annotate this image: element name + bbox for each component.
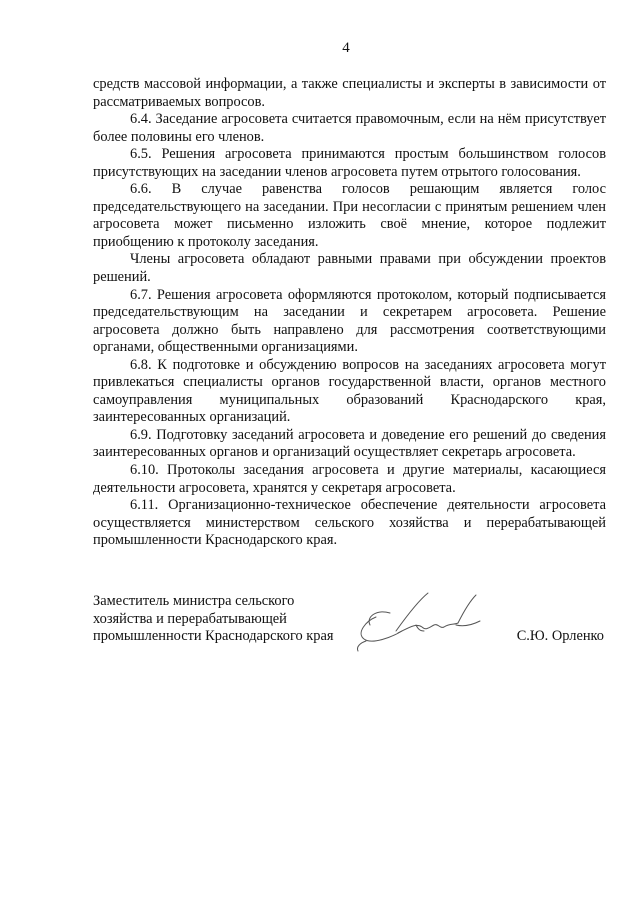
paragraph: 6.6. В случае равенства голосов решающим является голос председательствующего на заседании. При несогласии с принятым решением член агросовета может письменно изложить своё мнение, которое подлежит приобщению к протоколу заседания.: [93, 181, 606, 250]
signatory-title: [93, 593, 334, 646]
paragraph: средств массовой информации, а также специалисты и эксперты в зависимости от рассматриваемых вопросов.: [93, 76, 606, 110]
page-number: 4: [342, 40, 350, 56]
document-body: [93, 76, 606, 550]
paragraph: Члены агросовета обладают равными правами при обсуждении проектов решений.: [93, 251, 606, 286]
paragraph: 6.7. Решения агросовета оформляются протоколом, который подписывается председательствующим на заседании и секретарем агросовета. Решение агросовета должно быть направлено для рассмотрения соответствующими органами, общественными организациями.: [93, 286, 606, 356]
paragraph: 6.10. Протоколы заседания агросовета и другие материалы, касающиеся деятельности агросовета, хранятся у секретаря агросовета.: [93, 462, 606, 496]
handwritten-signature: [346, 587, 496, 657]
paragraph: 6.8. К подготовке и обсуждению вопросов на заседаниях агросовета могут привлекаться специалисты органов государственной власти, органов местного самоуправления муниципальных образований Краснодарского края, заинтересованных организаций.: [93, 356, 606, 426]
paragraph: 6.4. Заседание агросовета считается правомочным, если на нём присутствует более половины его членов.: [93, 111, 606, 145]
paragraph: 6.9. Подготовку заседаний агросовета и доведение его решений до сведения заинтересованных органов и организаций осуществляет секретарь агросовета.: [93, 426, 606, 461]
paragraph: 6.5. Решения агросовета принимаются простым большинством голосов присутствующих на заседании членов агросовета путем отрытого голосования.: [93, 146, 606, 180]
signatory-title-line: хозяйства и перерабатывающей: [93, 610, 287, 627]
signatory-title-line: Заместитель министра сельского: [93, 593, 295, 609]
signature-block: [93, 593, 606, 683]
paragraph: 6.11. Организационно-техническое обеспечение деятельности агросовета осуществляется министерством сельского хозяйства и перерабатывающей промышленности Краснодарского края.: [93, 497, 606, 549]
signatory-title-line: промышленности Краснодарского края: [93, 628, 334, 645]
signatory-name: С.Ю. Орленко: [516, 628, 604, 644]
